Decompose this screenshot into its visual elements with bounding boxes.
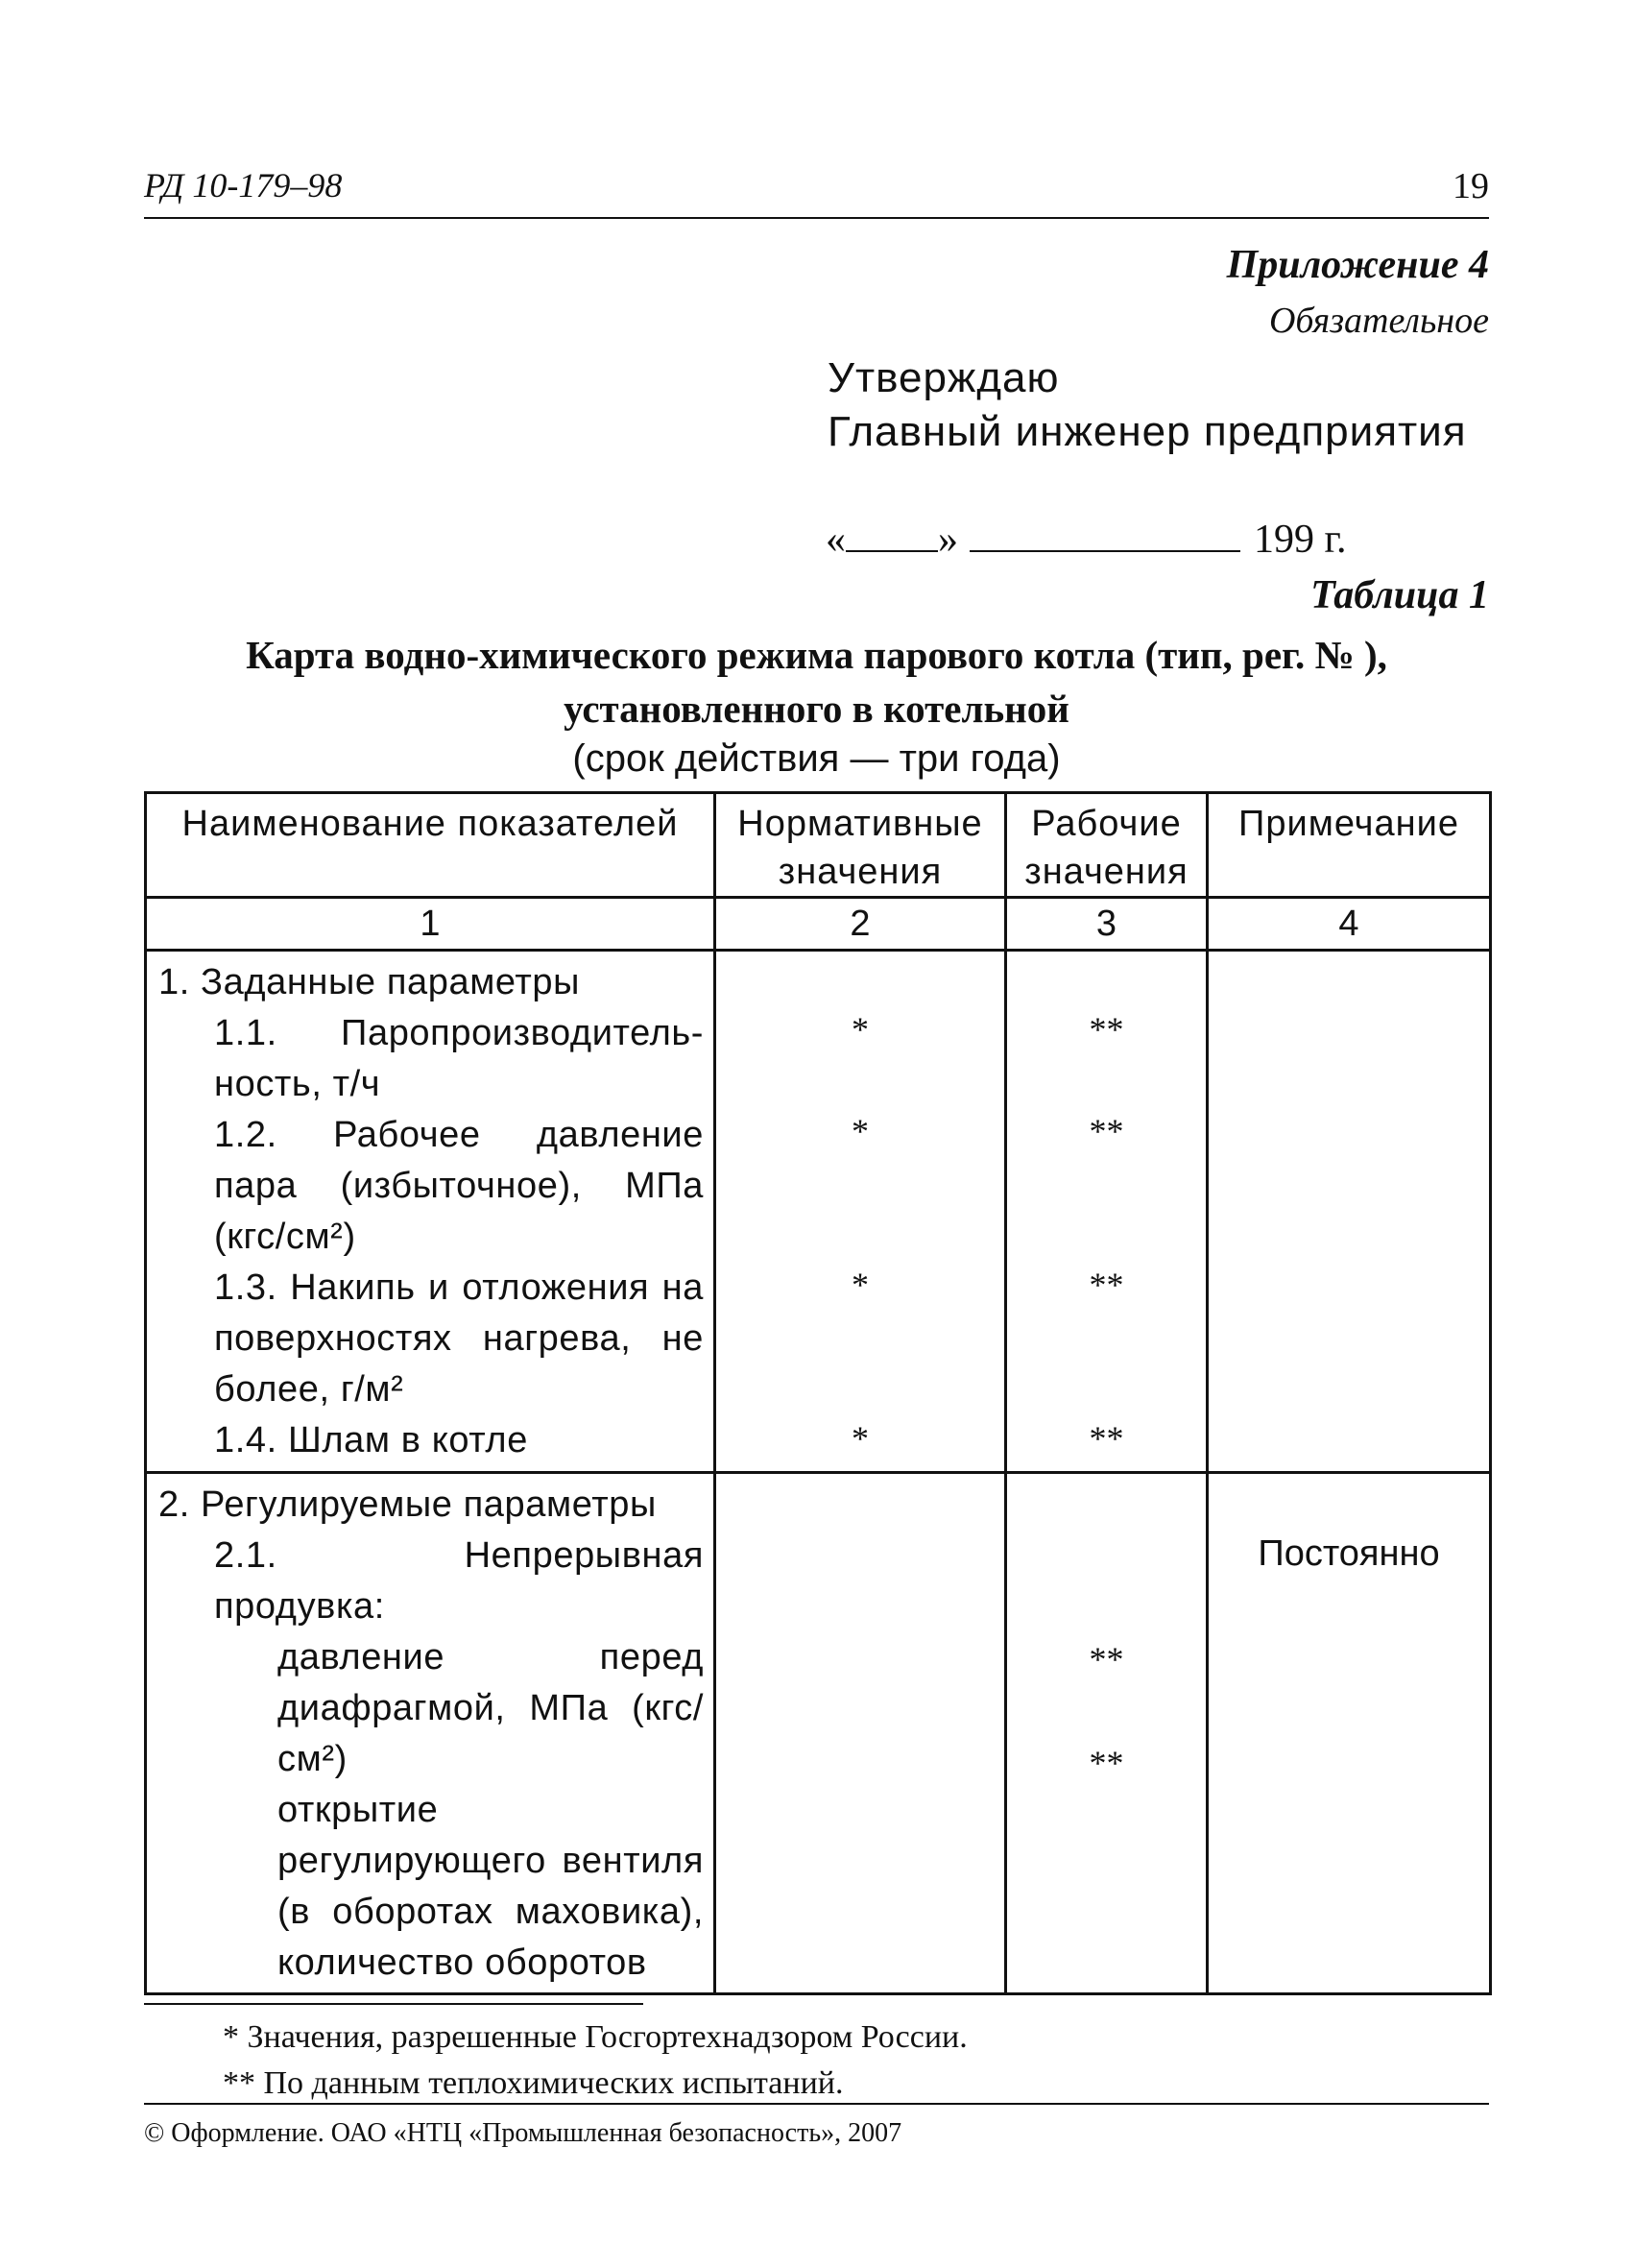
section-1-cell: [146, 951, 715, 1473]
footnote-double-asterisk: ** По данным теплохимических испытаний.: [223, 2065, 844, 2101]
table-label: Таблица 1: [1310, 573, 1489, 617]
item-1-3: 1.3. Накипь и отложения на поверхностях нагрева, не более, г/м²: [214, 1267, 704, 1410]
working-mark-1-2: **: [1089, 1112, 1124, 1150]
note-constantly: Постоянно: [1258, 1533, 1440, 1574]
column-number: 2: [715, 898, 1006, 951]
document-title: [144, 628, 1489, 736]
year-text: 199 г.: [1254, 518, 1347, 562]
table-header-row: [146, 793, 1491, 898]
approval-line-2: Главный инженер предприятия: [828, 408, 1467, 455]
column-number: 4: [1208, 898, 1491, 951]
page-number: 19: [1453, 166, 1489, 206]
footnote-single-asterisk: * Значения, разрешенные Госгортехнадзором России.: [223, 2019, 968, 2055]
approval-line-1: Утверждаю: [828, 354, 1060, 401]
normative-mark-1-2: *: [852, 1112, 869, 1150]
footnote-divider: [144, 2003, 643, 2005]
title-line-2: установленного в котельной: [564, 687, 1069, 731]
working-mark-1-3: **: [1089, 1266, 1124, 1304]
normative-mark-1-3: *: [852, 1266, 869, 1304]
header-indicator-name: Наименование показателей: [146, 793, 715, 898]
normative-mark-1-4: *: [852, 1419, 869, 1458]
section-2-normative-cell: [715, 1473, 1006, 1994]
section-2-title: 2. Регулируемые параметры: [158, 1484, 657, 1525]
footnotes: [223, 2015, 968, 2107]
date-quote-open: «: [826, 518, 846, 562]
subitem-2-1-valve: открытие регулирующего вентиля (в оборотах маховика), количество оборотов: [277, 1790, 704, 1983]
header-divider: [144, 217, 1489, 219]
header-note: Примечание: [1208, 793, 1491, 898]
section-1-title: 1. Заданные параметры: [158, 962, 581, 1002]
day-blank: [846, 521, 938, 552]
table-row-section-2: [146, 1473, 1491, 1994]
table-row-section-1: [146, 951, 1491, 1473]
item-1-2: 1.2. Рабочее давление пара (избыточное), МПа (кгс/см²): [214, 1115, 704, 1257]
copyright-notice: © Оформление. ОАО «НТЦ «Промышленная безопасность», 2007: [144, 2118, 902, 2148]
document-code: РД 10-179–98: [144, 166, 343, 205]
section-2-working-cell: [1006, 1473, 1208, 1994]
column-number-row: [146, 898, 1491, 951]
working-mark-2-1-valve: **: [1089, 1744, 1124, 1782]
water-chemistry-table: [144, 791, 1492, 1995]
appendix-status: Обязательное: [1268, 301, 1489, 341]
section-1-working-cell: [1006, 951, 1208, 1473]
validity-period: (срок действия — три года): [572, 737, 1061, 780]
working-mark-1-1: **: [1089, 1010, 1124, 1049]
title-line-1: Карта водно-химического режима парового котла (тип, рег. № ),: [246, 633, 1387, 677]
bottom-divider: [144, 2103, 1489, 2105]
approval-block: [828, 351, 1467, 459]
approval-date-line: [826, 517, 1347, 563]
column-number: 1: [146, 898, 715, 951]
subitem-2-1-pressure: давление перед диафрагмой, МПа (кгс/см²): [277, 1637, 704, 1779]
column-number: 3: [1006, 898, 1208, 951]
item-1-1: 1.1. Паропроизводитель-ность, т/ч: [214, 1013, 704, 1104]
month-blank: [970, 521, 1240, 552]
section-2-cell: [146, 1473, 715, 1994]
appendix-title: Приложение 4: [1226, 243, 1489, 287]
date-quote-close: »: [938, 518, 958, 562]
item-1-4: 1.4. Шлам в котле: [214, 1420, 528, 1460]
item-2-1: 2.1. Непрерывная продувка:: [214, 1535, 704, 1627]
section-1-normative-cell: [715, 951, 1006, 1473]
header-normative-values: Нормативные значения: [715, 793, 1006, 898]
working-mark-1-4: **: [1089, 1419, 1124, 1458]
section-1-note-cell: [1208, 951, 1491, 1473]
working-mark-2-1-pressure: **: [1089, 1640, 1124, 1678]
header-working-values: Рабочие значения: [1006, 793, 1208, 898]
section-2-note-cell: [1208, 1473, 1491, 1994]
normative-mark-1-1: *: [852, 1010, 869, 1049]
